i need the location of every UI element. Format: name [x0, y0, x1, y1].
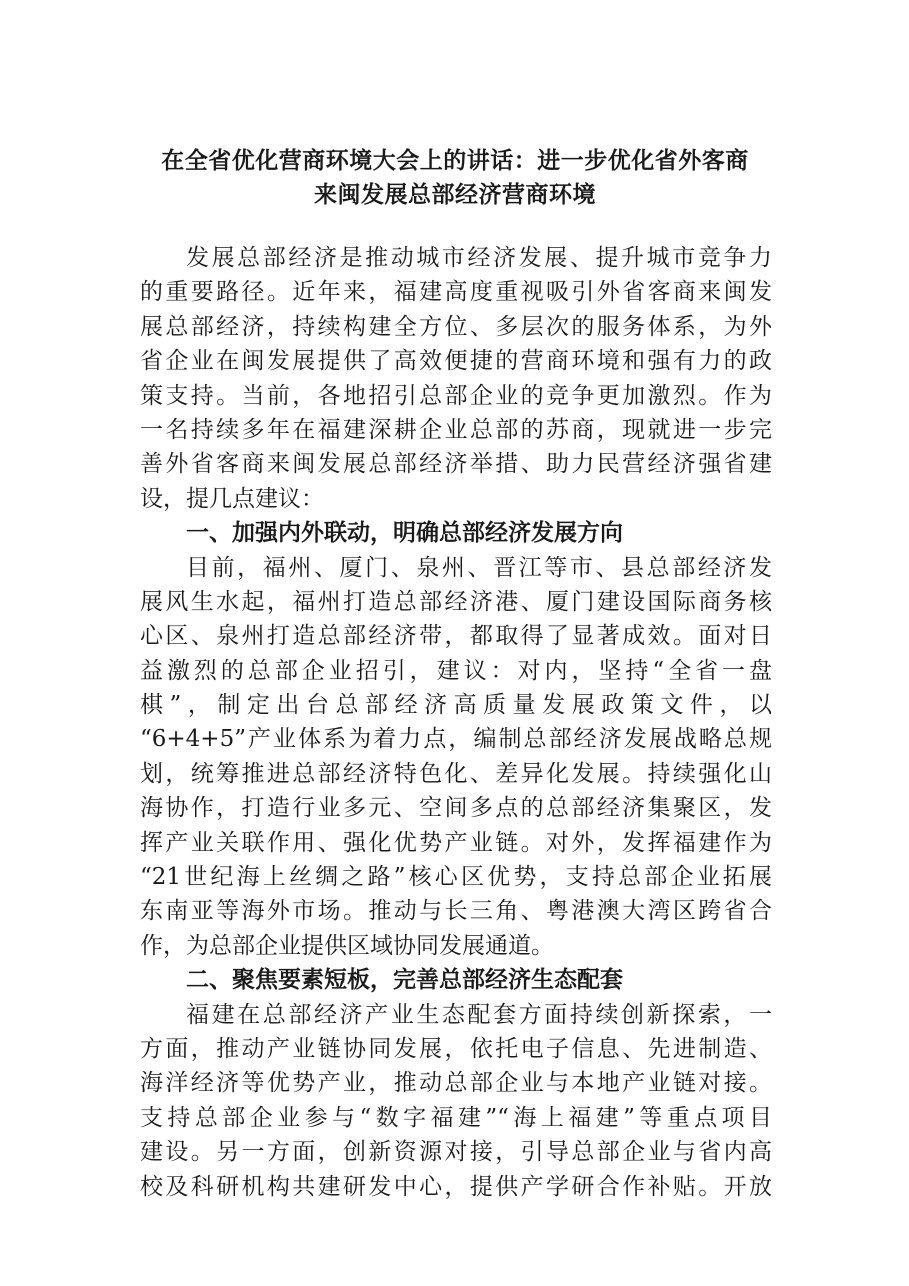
paragraph-line: 省企业在闽发展提供了高效便捷的营商环境和强有力的政 — [140, 348, 772, 375]
paragraph-line: 策支持。当前，各地招引总部企业的竞争更加激烈。作为 — [140, 382, 772, 409]
paragraph-line: 一名持续多年在福建深耕企业总部的苏商，现就进一步完 — [140, 416, 772, 443]
paragraph-line: 设，提几点建议： — [140, 485, 324, 512]
paragraph-line: 海洋经济等优势产业，推动总部企业与本地产业链对接。 — [140, 1070, 772, 1097]
paragraph-line: 支持总部企业参与“数字福建”“海上福建”等重点项目 — [140, 1104, 772, 1131]
paragraph-line: 校及科研机构共建研发中心，提供产学研合作补贴。开放 — [140, 1173, 772, 1200]
section-heading: 二、聚焦要素短板，完善总部经济生态配套 — [186, 967, 623, 994]
paragraph-line: 挥产业关联作用、强化优势产业链。对外，发挥福建作为 — [140, 829, 772, 856]
paragraph-line: 目前，福州、厦门、泉州、晋江等市、县总部经济发 — [186, 554, 772, 581]
paragraph-line: “21世纪海上丝绸之路”核心区优势，支持总部企业拓展 — [140, 864, 772, 891]
paragraph-line: 棋”，制定出台总部经济高质量发展政策文件，以 — [140, 692, 772, 719]
paragraph-line: 方面，推动产业链协同发展，依托电子信息、先进制造、 — [140, 1035, 772, 1062]
paragraph-line: 心区、泉州打造总部经济带，都取得了显著成效。面对日 — [140, 623, 772, 650]
document-title — [130, 144, 780, 212]
document-body — [140, 241, 772, 1204]
paragraph-line: 作，为总部企业提供区域协同发展通道。 — [140, 932, 554, 959]
paragraph-line: 划，统筹推进总部经济特色化、差异化发展。持续强化山 — [140, 760, 772, 787]
paragraph-line: 发展总部经济是推动城市经济发展、提升城市竞争力 — [186, 245, 772, 271]
paragraph-line: 东南亚等海外市场。推动与长三角、粤港澳大湾区跨省合 — [140, 898, 772, 925]
paragraph-line: 益激烈的总部企业招引，建议：对内，坚持“全省一盘 — [140, 657, 772, 684]
paragraph-line: “6+4+5”产业体系为着力点，编制总部经济发展战略总规 — [140, 726, 772, 753]
paragraph-line: 福建在总部经济产业生态配套方面持续创新探索，一 — [186, 1001, 772, 1028]
paragraph-line: 的重要路径。近年来，福建高度重视吸引外省客商来闽发 — [140, 279, 772, 306]
paragraph-line: 展总部经济，持续构建全方位、多层次的服务体系，为外 — [140, 313, 772, 340]
paragraph-line: 建设。另一方面，创新资源对接，引导总部企业与省内高 — [140, 1139, 772, 1166]
section-heading: 一、加强内外联动，明确总部经济发展方向 — [186, 520, 623, 547]
paragraph-line: 展风生水起，福州打造总部经济港、厦门建设国际商务核 — [140, 588, 772, 615]
paragraph-line: 善外省客商来闽发展总部经济举措、助力民营经济强省建 — [140, 451, 772, 478]
title-line: 来闽发展总部经济营商环境 — [314, 181, 596, 208]
paragraph-line: 海协作，打造行业多元、空间多点的总部经济集聚区，发 — [140, 795, 772, 822]
title-line: 在全省优化营商环境大会上的讲话：进一步优化省外客商 — [161, 147, 749, 174]
